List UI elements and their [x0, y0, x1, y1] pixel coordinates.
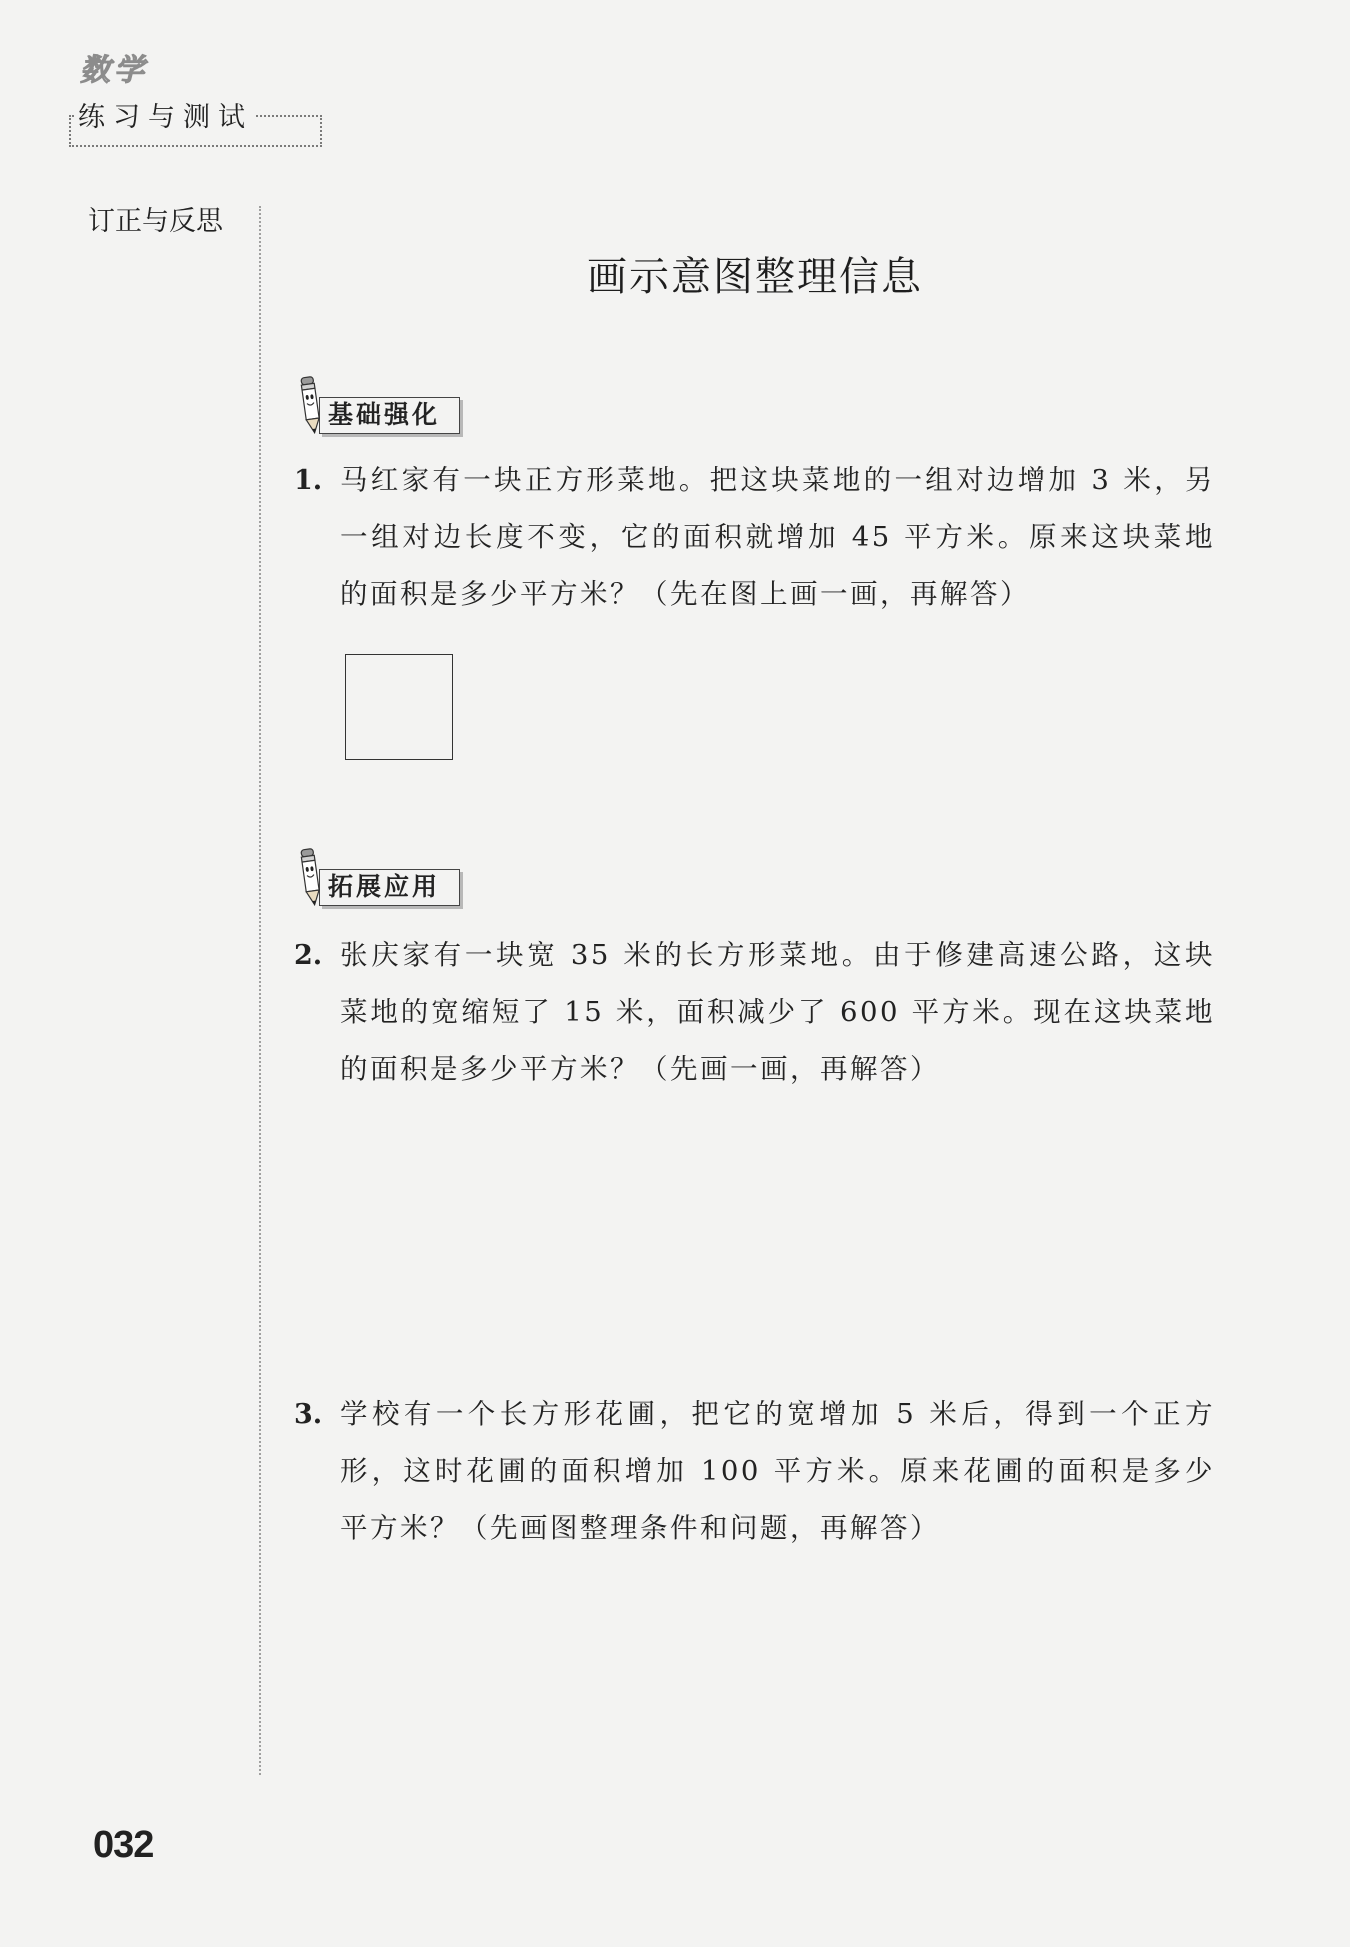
question-text-line: 平方米？（先画图整理条件和问题，再解答） [340, 1512, 940, 1544]
section-header-extended [296, 847, 476, 913]
page-number: 032 [93, 1824, 154, 1866]
series-title: 练习与测试 [76, 100, 255, 136]
question-text-line: 张庆家有一块宽 35 米的长方形菜地。由于修建高速公路，这块 [340, 939, 1215, 971]
question-3 [294, 1386, 1215, 1557]
subject-label: 数学 [80, 53, 148, 88]
question-2 [294, 927, 1215, 1098]
question-text-line: 形，这时花圃的面积增加 100 平方米。原来花圃的面积是多少 [340, 1455, 1215, 1487]
question-number: 3. [294, 1399, 323, 1430]
section-header-basic [296, 375, 476, 441]
section-label: 拓展应用 [319, 869, 460, 906]
question-number: 2. [294, 940, 323, 971]
question-text-line: 的面积是多少平方米？（先在图上画一画，再解答） [340, 578, 1030, 610]
section-label: 基础强化 [319, 397, 460, 434]
square-diagram [345, 654, 453, 760]
page-title: 画示意图整理信息 [587, 254, 923, 300]
question-text-line: 一组对边长度不变，它的面积就增加 45 平方米。原来这块菜地 [340, 521, 1215, 553]
question-text-line: 马红家有一块正方形菜地。把这块菜地的一组对边增加 3 米，另 [340, 464, 1215, 496]
pencil-icon [296, 847, 326, 911]
correction-margin-label: 订正与反思 [88, 206, 223, 237]
question-text-line: 的面积是多少平方米？（先画一画，再解答） [340, 1053, 940, 1085]
pencil-icon [296, 375, 326, 439]
margin-divider [259, 206, 261, 1775]
question-text-line: 学校有一个长方形花圃，把它的宽增加 5 米后，得到一个正方 [340, 1398, 1215, 1430]
question-text-line: 菜地的宽缩短了 15 米，面积减少了 600 平方米。现在这块菜地 [340, 996, 1215, 1028]
question-1 [294, 452, 1215, 623]
question-number: 1. [294, 465, 323, 496]
